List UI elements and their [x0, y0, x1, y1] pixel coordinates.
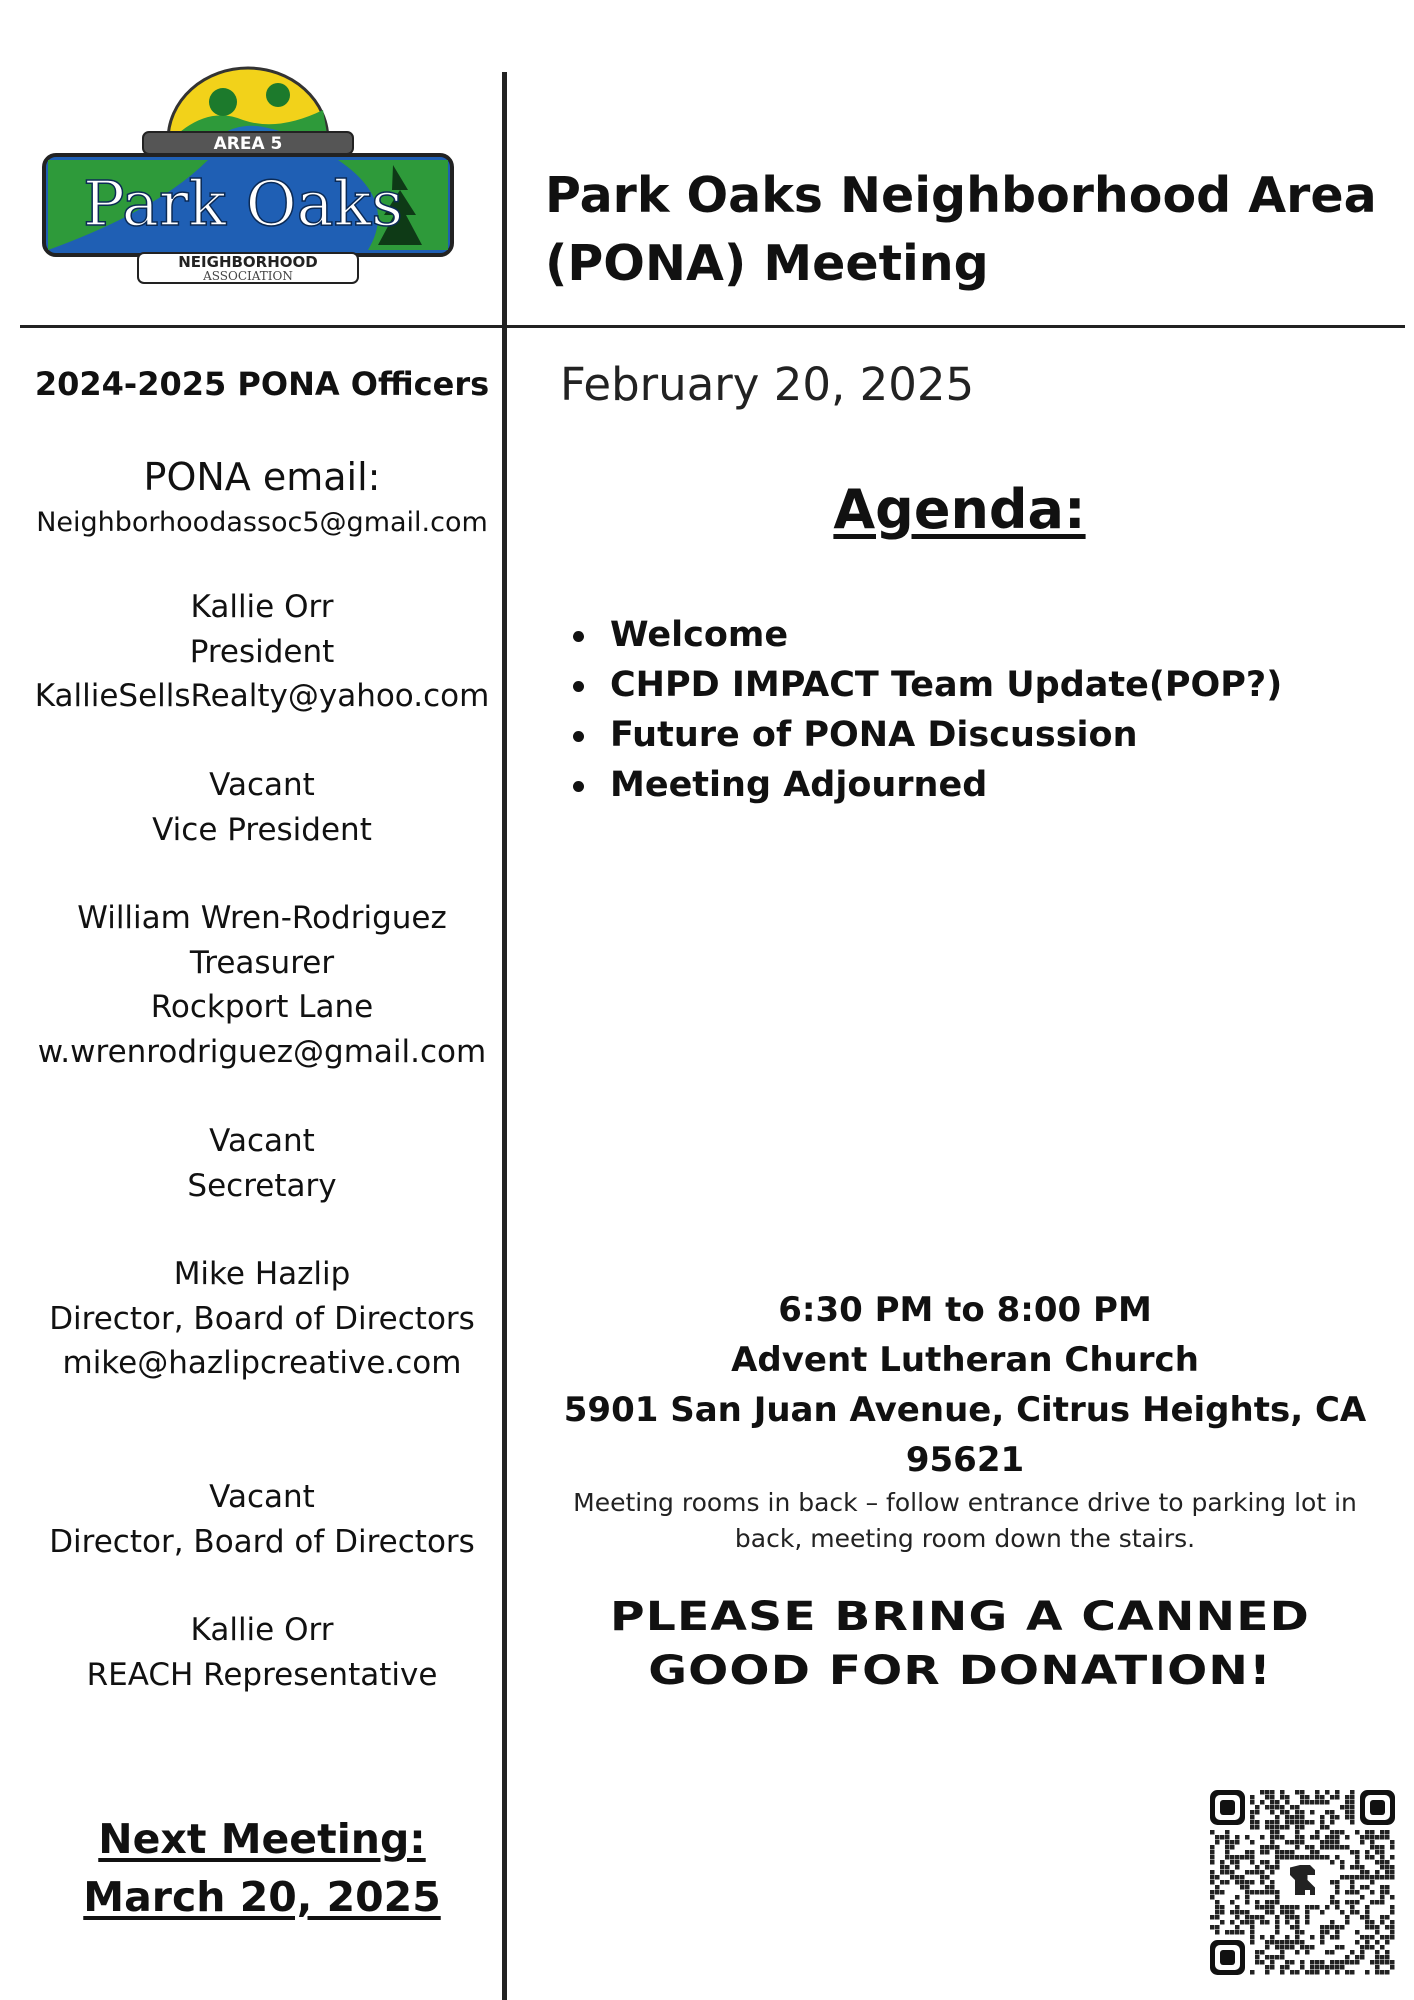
meeting-directions: Meeting rooms in back – follow entrance drive to parking lot in back, meeting room down the stairs. [573, 1488, 1357, 1553]
officer-email[interactable]: w.wrenrodriguez@gmail.com [37, 1033, 487, 1070]
next-meeting-label: Next Meeting: [98, 1815, 426, 1863]
svg-text:ASSOCIATION: ASSOCIATION [203, 269, 293, 283]
officer-name: Vacant [209, 1479, 315, 1515]
qr-code-icon[interactable] [1210, 1790, 1395, 1975]
pona-email[interactable]: Neighborhoodassoc5@gmail.com [36, 507, 488, 538]
officer-role: President [189, 633, 335, 670]
meeting-time: 6:30 PM to 8:00 PM [778, 1290, 1152, 1330]
officer-director-vacant [20, 1475, 504, 1564]
svg-text:AREA 5: AREA 5 [213, 134, 283, 154]
officer-name: Kallie Orr [190, 1612, 334, 1648]
officer-role: REACH Representative [86, 1656, 438, 1693]
officer-street: Rockport Lane [150, 989, 374, 1025]
officer-name: William Wren-Rodriguez [77, 900, 447, 936]
svg-text:Park Oaks: Park Oaks [83, 167, 403, 240]
officer-treasurer [20, 896, 504, 1074]
donation-line: GOOD FOR DONATION! [648, 1648, 1272, 1694]
meeting-date: February 20, 2025 [560, 358, 975, 411]
officer-name: Vacant [209, 1123, 315, 1159]
agenda-item: Future of PONA Discussion [565, 710, 1282, 760]
officers-heading: 2024-2025 PONA Officers [34, 365, 490, 403]
officer-email[interactable]: KallieSellsRealty@yahoo.com [34, 678, 490, 714]
meeting-details [540, 1285, 1390, 1485]
officer-role: Treasurer [189, 944, 335, 981]
meeting-address: 5901 San Juan Avenue, Citrus Heights, CA 95621 [563, 1390, 1367, 1480]
donation-line: PLEASE BRING A CANNED [609, 1594, 1310, 1640]
meeting-title: Park Oaks Neighborhood Area (PONA) Meeting [545, 167, 1377, 292]
header-divider-right [505, 325, 1405, 328]
officer-name: Mike Hazlip [173, 1256, 351, 1292]
next-meeting [20, 1810, 504, 1926]
officer-president [20, 585, 504, 719]
officer-role: Vice President [152, 811, 372, 848]
agenda-item: Welcome [565, 610, 1282, 660]
email-label: PONA email: [143, 455, 381, 499]
officer-director [20, 1252, 504, 1386]
next-meeting-date: March 20, 2025 [83, 1873, 441, 1921]
officer-reach-representative [20, 1608, 504, 1697]
agenda-item: CHPD IMPACT Team Update(POP?) [565, 660, 1282, 710]
officer-secretary [20, 1119, 504, 1208]
officer-role: Secretary [187, 1167, 337, 1204]
meeting-place: Advent Lutheran Church [731, 1340, 1199, 1380]
header-divider-left [20, 325, 504, 328]
officer-role: Director, Board of Directors [49, 1523, 475, 1560]
officer-vice-president [20, 763, 504, 852]
park-oaks-logo [38, 50, 458, 285]
agenda-heading: Agenda: [833, 478, 1086, 541]
officer-email[interactable]: mike@hazlipcreative.com [62, 1345, 462, 1381]
agenda-list [565, 610, 1282, 810]
officer-role: Director, Board of Directors [49, 1300, 475, 1337]
officer-name: Vacant [209, 767, 315, 803]
agenda-item: Meeting Adjourned [565, 760, 1282, 810]
officer-name: Kallie Orr [190, 589, 334, 625]
svg-text:NEIGHBORHOOD: NEIGHBORHOOD [178, 253, 318, 271]
donation-notice [441, 1590, 1414, 1698]
